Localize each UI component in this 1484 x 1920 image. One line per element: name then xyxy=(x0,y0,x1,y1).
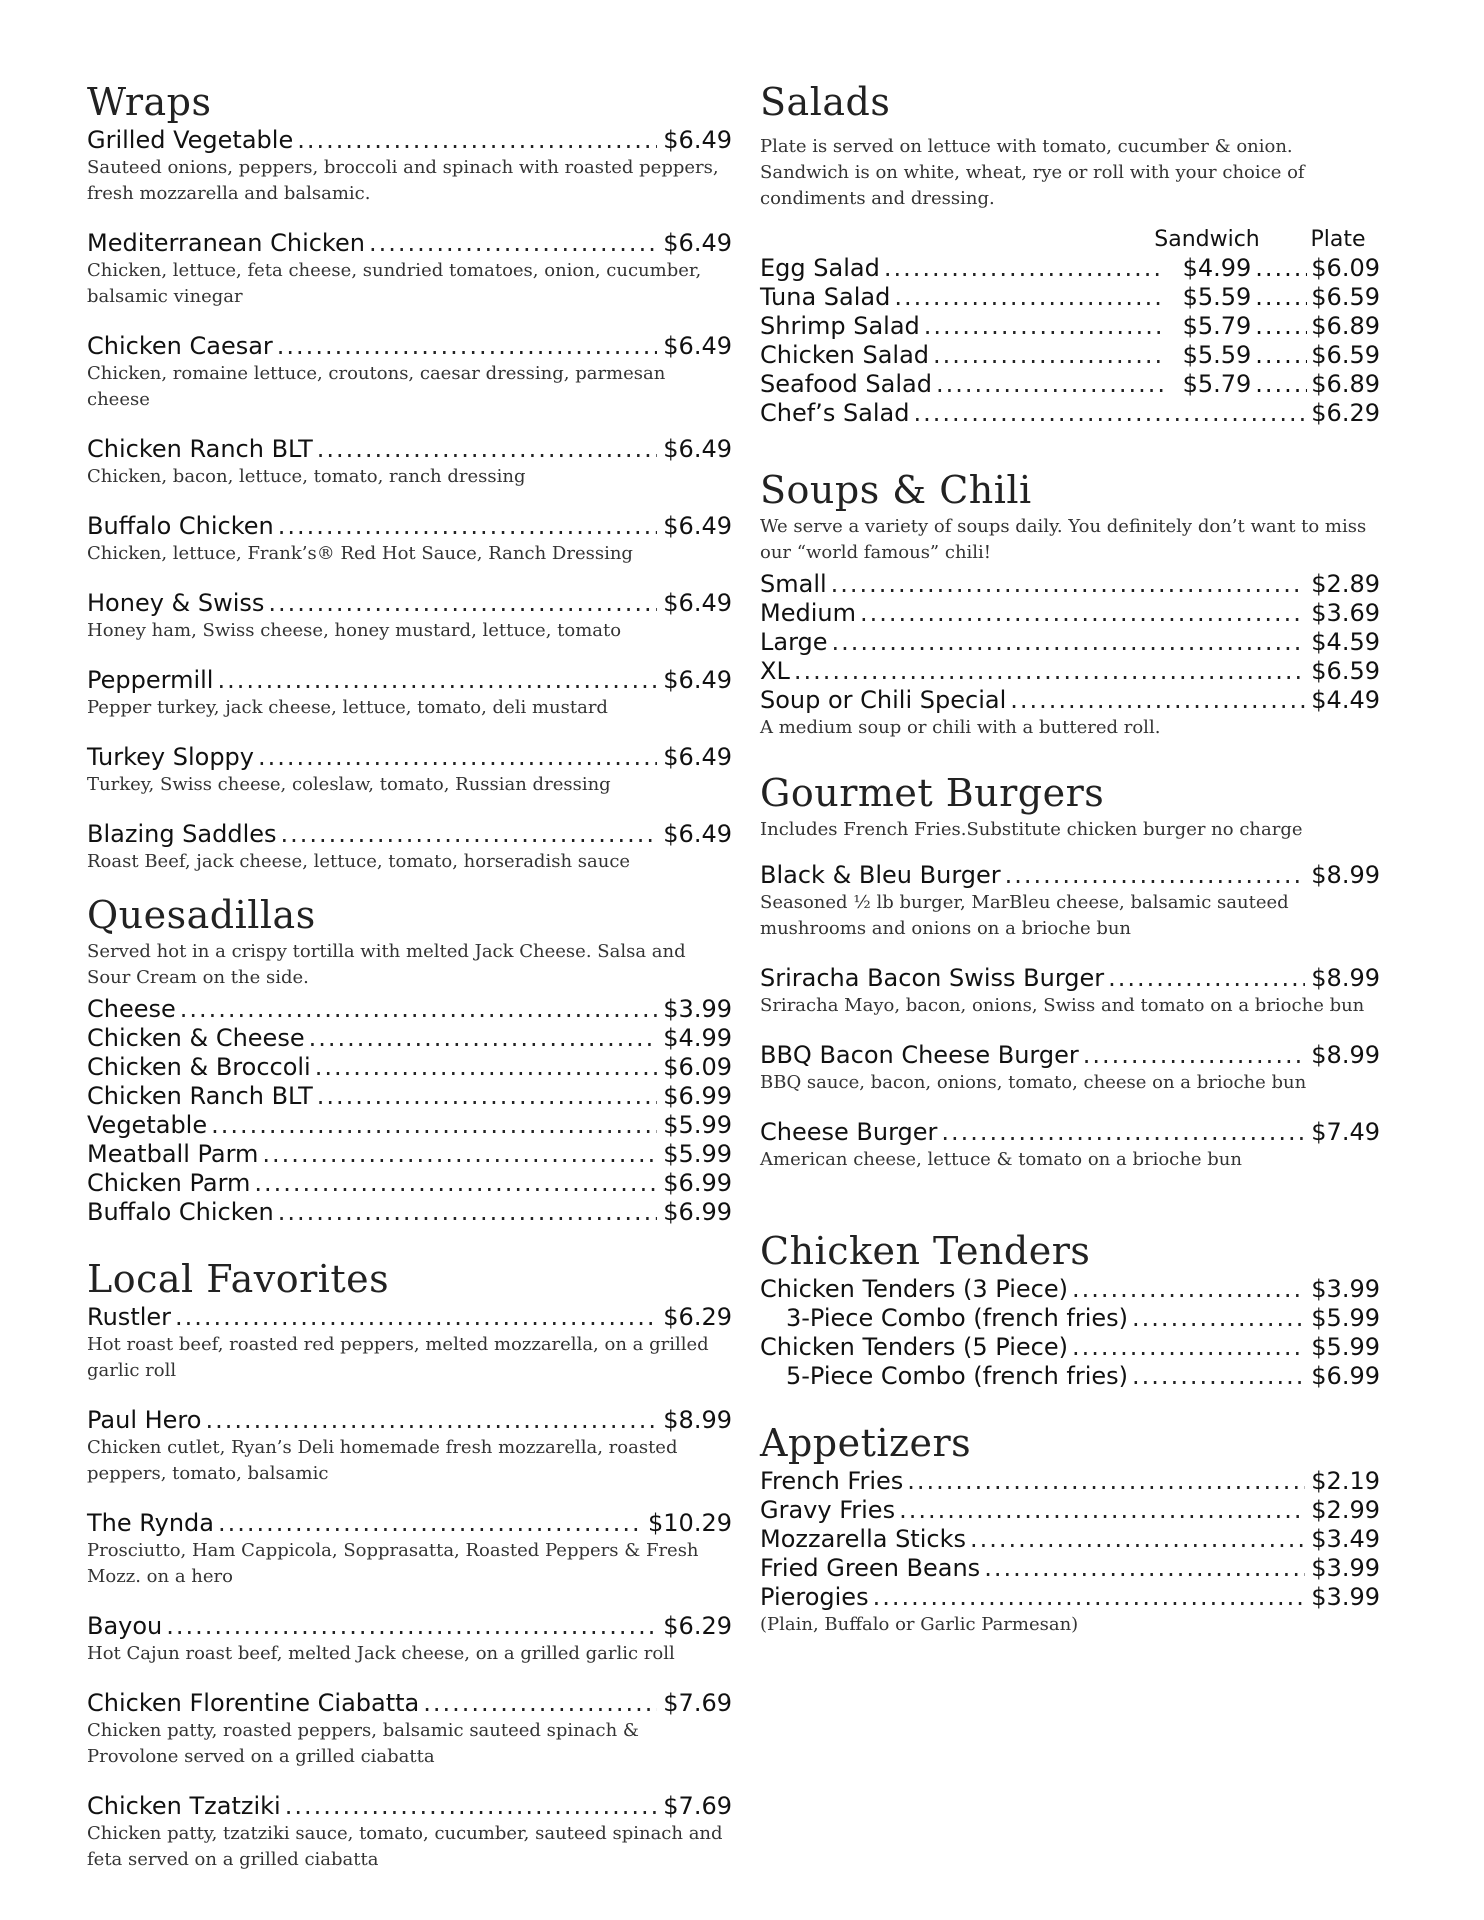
dot-leader xyxy=(205,1406,657,1435)
menu-item xyxy=(760,1304,1380,1333)
section-note: We serve a variety of soups daily. You definitely don’t want to miss our “world famous” chili! xyxy=(760,516,1367,563)
dot-leader xyxy=(1255,341,1307,370)
menu-item xyxy=(760,1496,1380,1525)
item-name: Fried Green Beans xyxy=(760,1554,981,1582)
section-title-tenders: Chicken Tenders xyxy=(760,1229,1091,1273)
item-price: $7.49 xyxy=(1311,1118,1380,1146)
item-description: Chicken cutlet, Ryan’s Deli homemade fresh mozzarella, roasted peppers, tomato, balsamic xyxy=(87,1437,678,1484)
item-description: Sriracha Mayo, bacon, onions, Swiss and tomato on a brioche bun xyxy=(760,995,1365,1016)
item-name: Rustler xyxy=(87,1303,172,1331)
dot-leader xyxy=(1255,254,1307,283)
item-name: Chicken Florentine Ciabatta xyxy=(87,1689,420,1717)
column-header-sandwich: Sandwich xyxy=(1154,227,1260,252)
item-name: Mediterranean Chicken xyxy=(87,229,365,257)
item-name: Bayou xyxy=(87,1612,163,1640)
item-description: Hot Cajun roast beef, melted Jack cheese, on a grilled garlic roll xyxy=(87,1643,675,1664)
item-price: $6.29 xyxy=(1311,399,1380,427)
menu-item xyxy=(760,283,1380,312)
dot-leader xyxy=(860,599,1305,628)
menu-item xyxy=(760,312,1380,341)
item-price: $6.49 xyxy=(663,666,732,694)
item-name: Buffalo Chicken xyxy=(87,1198,274,1226)
item-name: Pierogies xyxy=(760,1583,869,1611)
item-name: Vegetable xyxy=(87,1111,208,1139)
item-price: $6.49 xyxy=(663,743,732,771)
menu-item xyxy=(760,341,1380,370)
menu-item xyxy=(760,657,1380,686)
item-name: Chicken Parm xyxy=(87,1169,251,1197)
dot-leader xyxy=(262,1140,657,1169)
menu-item xyxy=(760,254,1380,283)
menu-item xyxy=(87,512,732,567)
item-price: $5.99 xyxy=(663,1111,732,1139)
item-description: Prosciutto, Ham Cappicola, Sopprasatta, Roasted Peppers & Fresh Mozz. on a hero xyxy=(87,1540,699,1587)
item-price: $6.99 xyxy=(663,1082,732,1110)
item-name: Chicken & Cheese xyxy=(87,1024,305,1052)
dot-leader xyxy=(924,312,1166,341)
item-name: Small xyxy=(760,570,827,598)
menu-item xyxy=(760,1362,1380,1391)
menu-item xyxy=(87,1792,732,1873)
dot-leader xyxy=(369,229,657,258)
item-price: $8.99 xyxy=(663,1406,732,1434)
item-price: $5.99 xyxy=(663,1140,732,1168)
section-note: Served hot in a crispy tortilla with melted Jack Cheese. Salsa and Sour Cream on the side. xyxy=(87,941,686,988)
dot-leader xyxy=(1255,283,1307,312)
item-price: $2.19 xyxy=(1311,1467,1380,1495)
section-title-quesadillas: Quesadillas xyxy=(87,893,316,937)
dot-leader xyxy=(1010,686,1305,715)
item-name: Cheese Burger xyxy=(760,1118,938,1146)
dot-leader xyxy=(175,1303,657,1332)
menu-item xyxy=(87,743,732,798)
dot-leader xyxy=(1255,370,1307,399)
item-description: Roast Beef, jack cheese, lettuce, tomato, horseradish sauce xyxy=(87,851,631,872)
item-description: Chicken, romaine lettuce, croutons, caesar dressing, parmesan cheese xyxy=(87,363,666,410)
item-price: $6.29 xyxy=(663,1303,732,1331)
dot-leader xyxy=(254,1169,657,1198)
item-description: A medium soup or chili with a buttered roll. xyxy=(760,717,1161,738)
item-name: Turkey Sloppy xyxy=(87,743,254,771)
menu-item xyxy=(760,570,1380,599)
item-price-plate: $6.89 xyxy=(1311,370,1380,398)
dot-leader xyxy=(278,512,658,541)
dot-leader xyxy=(907,1467,1305,1496)
section-note: Includes French Fries.Substitute chicken burger no charge xyxy=(760,819,1303,840)
dot-leader xyxy=(218,1509,642,1538)
menu-item xyxy=(87,1509,732,1590)
item-price: $8.99 xyxy=(1311,964,1380,992)
dot-leader xyxy=(1072,1275,1305,1304)
menu-item xyxy=(87,1082,732,1111)
menu-item xyxy=(87,589,732,644)
dot-leader xyxy=(268,589,657,618)
dot-leader xyxy=(1083,1041,1306,1070)
item-name: Cheese xyxy=(87,995,176,1023)
salads-column-headers xyxy=(760,226,1380,254)
item-name: The Rynda xyxy=(87,1509,214,1537)
section-title-salads: Salads xyxy=(760,80,891,124)
menu-item xyxy=(760,861,1380,942)
item-description: (Plain, Buffalo or Garlic Parmesan) xyxy=(760,1614,1079,1635)
item-price-sandwich: $5.79 xyxy=(1182,312,1252,340)
soups-section xyxy=(760,468,1380,741)
menu-item xyxy=(87,1689,732,1770)
dot-leader xyxy=(1005,861,1306,890)
dot-leader xyxy=(1072,1333,1305,1362)
item-price: $8.99 xyxy=(1311,1041,1380,1069)
item-name: Black & Bleu Burger xyxy=(760,861,1001,889)
item-description: Chicken patty, tzatziki sauce, tomato, cucumber, sauteed spinach and feta served on a grilled ciabatta xyxy=(87,1823,723,1870)
item-name: Peppermill xyxy=(87,666,214,694)
item-name: Chicken Ranch BLT xyxy=(87,435,313,463)
dot-leader xyxy=(258,743,657,772)
item-description: Pepper turkey, jack cheese, lettuce, tomato, deli mustard xyxy=(87,697,608,718)
dot-leader xyxy=(309,1024,658,1053)
dot-leader xyxy=(794,657,1305,686)
item-price: $3.69 xyxy=(1311,599,1380,627)
item-price-plate: $6.89 xyxy=(1311,312,1380,340)
item-price: $6.49 xyxy=(663,229,732,257)
item-price-plate: $6.09 xyxy=(1311,254,1380,282)
section-title-local-favorites: Local Favorites xyxy=(87,1257,390,1301)
item-name: Buffalo Chicken xyxy=(87,512,274,540)
item-name: French Fries xyxy=(760,1467,904,1495)
item-name: Chicken Caesar xyxy=(87,332,273,360)
item-description: Chicken, lettuce, feta cheese, sundried tomatoes, onion, cucumber, balsamic vinegar xyxy=(87,260,702,307)
item-name: BBQ Bacon Cheese Burger xyxy=(760,1041,1079,1069)
menu-item xyxy=(87,1053,732,1082)
item-price: $6.29 xyxy=(663,1612,732,1640)
item-price: $5.99 xyxy=(1311,1333,1380,1361)
item-price: $4.59 xyxy=(1311,628,1380,656)
item-price: $3.99 xyxy=(1311,1554,1380,1582)
dot-leader xyxy=(285,1792,658,1821)
quesadillas-section xyxy=(87,893,732,1227)
menu-item xyxy=(760,1525,1380,1554)
item-price: $3.99 xyxy=(1311,1275,1380,1303)
section-title-appetizers: Appetizers xyxy=(760,1421,972,1465)
item-price: $6.09 xyxy=(663,1053,732,1081)
item-name: Grilled Vegetable xyxy=(87,126,294,154)
item-price-sandwich: $4.99 xyxy=(1182,254,1252,282)
item-price: $8.99 xyxy=(1311,861,1380,889)
item-name: Chicken Tenders (5 Piece) xyxy=(760,1333,1069,1361)
item-description: Sauteed onions, peppers, broccoli and spinach with roasted peppers, fresh mozzarella and balsamic. xyxy=(87,157,719,204)
item-price: $3.99 xyxy=(663,995,732,1023)
item-name: Sriracha Bacon Swiss Burger xyxy=(760,964,1105,992)
section-title-burgers: Gourmet Burgers xyxy=(760,771,1105,815)
dot-leader xyxy=(899,1496,1305,1525)
right-column xyxy=(760,80,1380,1638)
item-name: 5-Piece Combo (french fries) xyxy=(786,1362,1129,1390)
menu-item xyxy=(87,1406,732,1487)
item-description: Chicken, lettuce, Frank’s® Red Hot Sauce, Ranch Dressing xyxy=(87,543,633,564)
item-price: $6.99 xyxy=(663,1198,732,1226)
menu-item xyxy=(87,1198,732,1227)
item-price-sandwich: $5.59 xyxy=(1182,283,1252,311)
dot-leader xyxy=(317,1082,658,1111)
menu-item xyxy=(760,1118,1380,1173)
item-price: $6.49 xyxy=(663,820,732,848)
item-name: Medium xyxy=(760,599,856,627)
item-price: $6.59 xyxy=(1311,657,1380,685)
menu-item xyxy=(87,126,732,207)
item-price: $7.69 xyxy=(663,1689,732,1717)
dot-leader xyxy=(297,126,657,155)
item-price: $2.99 xyxy=(1311,1496,1380,1524)
item-name: Chicken Salad xyxy=(760,341,930,369)
item-description: Honey ham, Swiss cheese, honey mustard, lettuce, tomato xyxy=(87,620,622,641)
item-name: Chicken Ranch BLT xyxy=(87,1082,313,1110)
dot-leader xyxy=(278,1198,658,1227)
dot-leader xyxy=(217,666,657,695)
dot-leader xyxy=(180,995,658,1024)
dot-leader xyxy=(884,254,1165,283)
item-name: Shrimp Salad xyxy=(760,312,920,340)
menu-item xyxy=(760,599,1380,628)
item-price: $4.99 xyxy=(663,1024,732,1052)
item-name: Mozzarella Sticks xyxy=(760,1525,966,1553)
item-name: 3-Piece Combo (french fries) xyxy=(786,1304,1129,1332)
menu-item xyxy=(760,399,1380,428)
column-header-plate: Plate xyxy=(1310,227,1366,252)
menu-item xyxy=(87,820,732,875)
item-name: Egg Salad xyxy=(760,254,880,282)
item-name: Seafood Salad xyxy=(760,370,932,398)
section-note: Plate is served on lettuce with tomato, cucumber & onion. Sandwich is on white, wheat, rye or roll with your choice of condiments and dressing. xyxy=(760,136,1305,209)
menu-item xyxy=(760,1041,1380,1096)
menu-item xyxy=(87,1140,732,1169)
dot-leader xyxy=(281,820,658,849)
appetizers-section xyxy=(760,1421,1380,1638)
item-price: $6.49 xyxy=(663,512,732,540)
menu-item xyxy=(760,964,1380,1019)
item-description: Turkey, Swiss cheese, coleslaw, tomato, Russian dressing xyxy=(87,774,611,795)
item-name: Blazing Saddles xyxy=(87,820,277,848)
menu-item xyxy=(760,1467,1380,1496)
item-name: Honey & Swiss xyxy=(87,589,265,617)
item-price: $10.29 xyxy=(648,1509,732,1537)
item-name: Tuna Salad xyxy=(760,283,891,311)
dot-leader xyxy=(166,1612,657,1641)
item-description: American cheese, lettuce & tomato on a brioche bun xyxy=(760,1149,1242,1170)
item-price: $6.99 xyxy=(663,1169,732,1197)
item-name: Soup or Chili Special xyxy=(760,686,1007,714)
dot-leader xyxy=(317,435,658,464)
item-name: Large xyxy=(760,628,828,656)
item-name: Chef’s Salad xyxy=(760,399,910,427)
dot-leader xyxy=(831,570,1306,599)
menu-item xyxy=(760,1333,1380,1362)
menu-item xyxy=(760,686,1380,715)
item-price: $6.99 xyxy=(1311,1362,1380,1390)
item-name: Chicken Tenders (3 Piece) xyxy=(760,1275,1069,1303)
local-favorites-section xyxy=(87,1257,732,1873)
item-name: Meatball Parm xyxy=(87,1140,259,1168)
item-price-plate: $6.59 xyxy=(1311,283,1380,311)
item-description: Chicken patty, roasted peppers, balsamic sauteed spinach & Provolone served on a grilled ciabatta xyxy=(87,1720,639,1767)
wraps-section xyxy=(87,80,732,875)
dot-leader xyxy=(211,1111,657,1140)
item-name: Gravy Fries xyxy=(760,1496,896,1524)
menu-item xyxy=(87,1111,732,1140)
item-description: Hot roast beef, roasted red peppers, melted mozzarella, on a grilled garlic roll xyxy=(87,1334,709,1381)
dot-leader xyxy=(832,628,1306,657)
item-price: $2.89 xyxy=(1311,570,1380,598)
item-name: Chicken Tzatziki xyxy=(87,1792,281,1820)
dot-leader xyxy=(933,341,1165,370)
item-price: $4.49 xyxy=(1311,686,1380,714)
section-title-wraps: Wraps xyxy=(87,80,212,124)
dot-leader xyxy=(873,1583,1306,1612)
item-price: $6.49 xyxy=(663,126,732,154)
dot-leader xyxy=(1255,312,1307,341)
salads-section xyxy=(760,80,1380,428)
dot-leader xyxy=(1132,1362,1305,1391)
item-price-sandwich: $5.59 xyxy=(1182,341,1252,369)
menu-item xyxy=(87,1169,732,1198)
section-title-soups: Soups & Chili xyxy=(760,468,1032,512)
dot-leader xyxy=(1108,964,1305,993)
item-description: Seasoned ½ lb burger, MarBleu cheese, balsamic sauteed mushrooms and onions on a brioche bun xyxy=(760,892,1289,939)
burgers-section xyxy=(760,771,1380,1173)
dot-leader xyxy=(423,1689,657,1718)
tenders-section xyxy=(760,1229,1380,1391)
item-name: Paul Hero xyxy=(87,1406,202,1434)
item-price: $3.49 xyxy=(1311,1525,1380,1553)
item-description: Chicken, bacon, lettuce, tomato, ranch dressing xyxy=(87,466,526,487)
item-price: $6.49 xyxy=(663,332,732,360)
dot-leader xyxy=(970,1525,1305,1554)
item-price: $6.49 xyxy=(663,435,732,463)
menu-item xyxy=(760,628,1380,657)
menu-item xyxy=(87,1612,732,1667)
item-price-plate: $6.59 xyxy=(1311,341,1380,369)
menu-item xyxy=(760,1275,1380,1304)
menu-item xyxy=(87,332,732,413)
menu-item xyxy=(760,1583,1380,1612)
item-name: Chicken & Broccoli xyxy=(87,1053,311,1081)
dot-leader xyxy=(894,283,1165,312)
dot-leader xyxy=(984,1554,1305,1583)
menu-item xyxy=(87,229,732,310)
menu-item xyxy=(87,666,732,721)
menu-item xyxy=(87,995,732,1024)
item-name: XL xyxy=(760,657,790,685)
menu-item xyxy=(760,1554,1380,1583)
dot-leader xyxy=(941,1118,1305,1147)
menu-item xyxy=(760,370,1380,399)
dot-leader xyxy=(936,370,1165,399)
item-description: BBQ sauce, bacon, onions, tomato, cheese on a brioche bun xyxy=(760,1072,1307,1093)
dot-leader xyxy=(315,1053,658,1082)
left-column xyxy=(87,80,732,1873)
dot-leader xyxy=(1132,1304,1305,1333)
item-price: $6.49 xyxy=(663,589,732,617)
item-price: $7.69 xyxy=(663,1792,732,1820)
item-price-sandwich: $5.79 xyxy=(1182,370,1252,398)
item-price: $5.99 xyxy=(1311,1304,1380,1332)
menu-item xyxy=(87,1303,732,1384)
menu-item xyxy=(87,1024,732,1053)
item-price: $3.99 xyxy=(1311,1583,1380,1611)
menu-item xyxy=(87,435,732,490)
dot-leader xyxy=(277,332,657,361)
dot-leader xyxy=(914,399,1306,428)
